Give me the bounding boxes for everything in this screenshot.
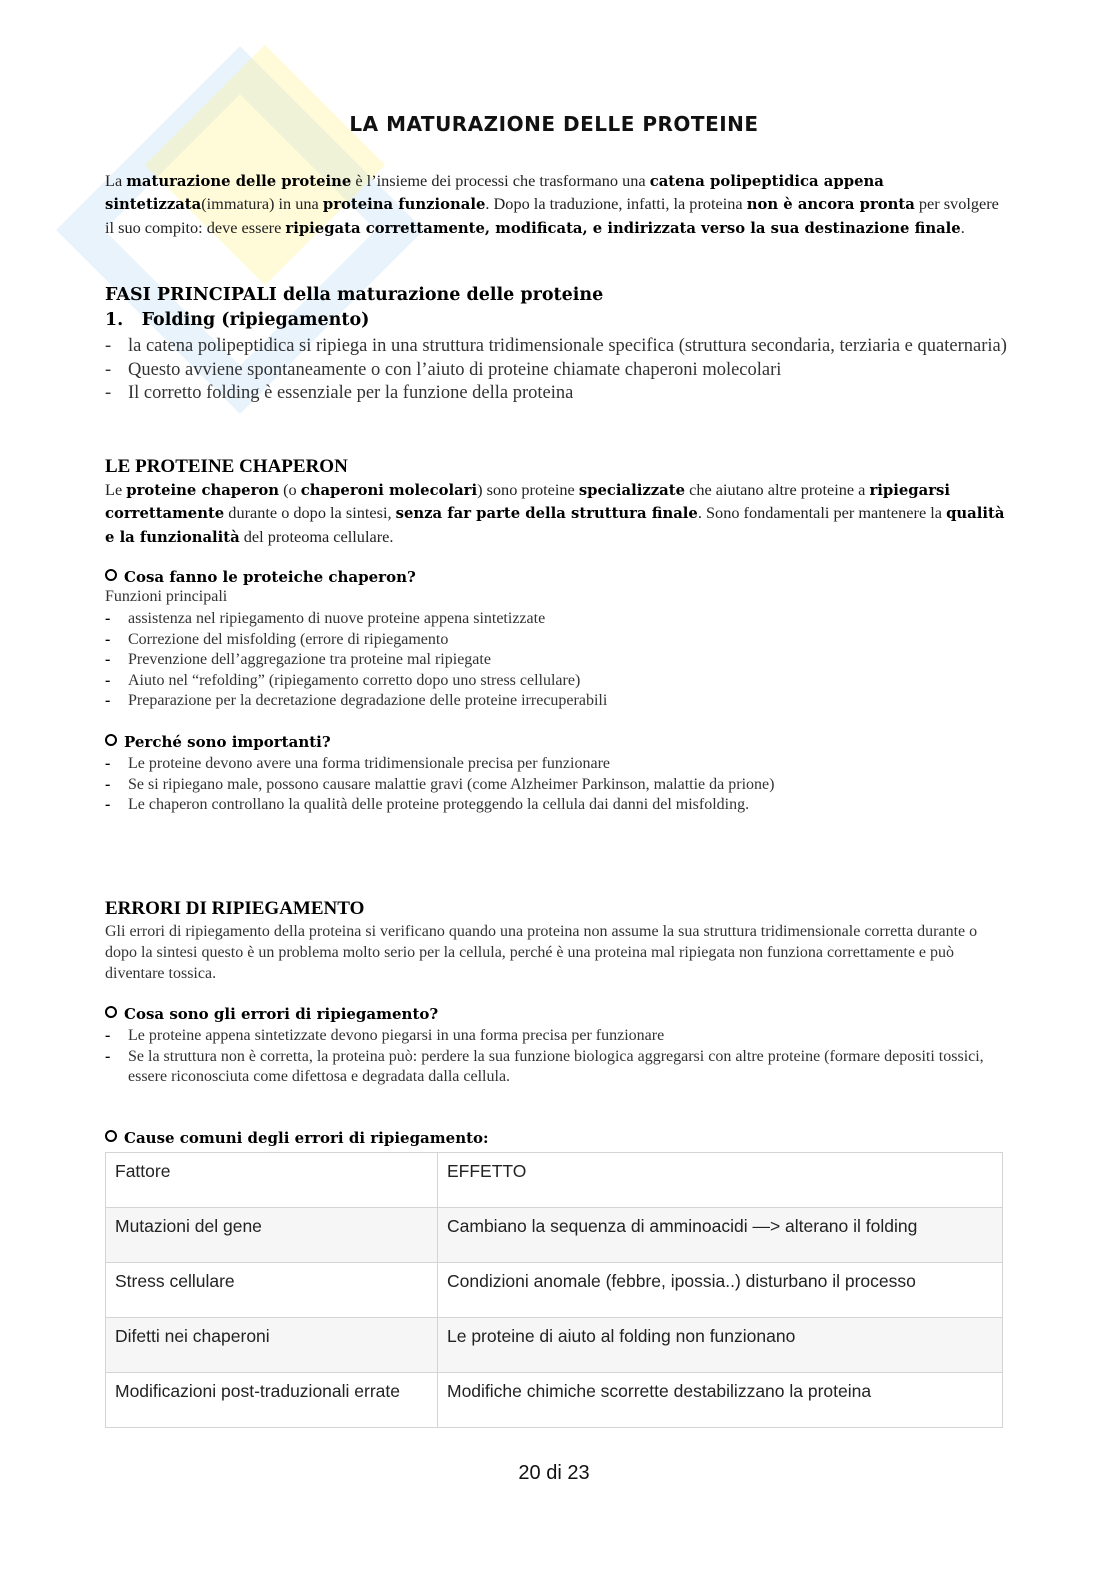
table-cell: Mutazioni del gene <box>106 1208 438 1263</box>
bold-text-run: non è ancora pronta <box>746 196 915 214</box>
text-run: durante o dopo la sintesi, <box>224 503 396 523</box>
list-item-text: Questo avviene spontaneamente o con l’aiuto di proteine chiamate chaperoni molecolari <box>128 359 782 380</box>
text-run: . Dopo la traduzione, infatti, la proteina <box>485 194 747 214</box>
list-item <box>105 1047 1005 1088</box>
text-run: che aiutano altre proteine a <box>685 480 870 499</box>
watermark-inner-square <box>145 45 385 285</box>
list-item <box>105 691 1025 712</box>
table-header-cell: Fattore <box>106 1153 438 1208</box>
bold-text-run: senza far parte della struttura finale <box>395 505 698 523</box>
text-run: ) sono proteine <box>477 480 579 499</box>
text-run: Le <box>105 480 127 499</box>
list-item <box>105 775 1025 796</box>
chaperon-q1-heading: Cosa fanno le proteiche chaperon? <box>105 568 416 586</box>
bold-text-run: proteine chaperon <box>126 482 279 499</box>
table-row <box>106 1318 1003 1373</box>
list-item <box>105 609 1025 630</box>
chaperon-q2-heading: Perché sono importanti? <box>105 733 331 751</box>
list-item-text: Le proteine appena sintetizzate devono piegarsi in una forma precisa per funzionare <box>128 1027 665 1044</box>
text-run: La <box>105 171 127 190</box>
funzioni-subtitle: Funzioni principali <box>105 588 228 605</box>
list-item-text: Prevenzione dell’aggregazione tra proteine mal ripiegate <box>128 651 491 668</box>
list-item <box>105 795 1025 816</box>
dash-bullet-icon: - <box>105 383 112 403</box>
errori-q1-heading: Cosa sono gli errori di ripiegamento? <box>105 1005 438 1023</box>
hollow-circle-bullet-icon <box>105 734 117 746</box>
table-row <box>106 1208 1003 1263</box>
dash-bullet-icon: - <box>105 336 112 356</box>
dash-bullet-icon: - <box>105 1047 111 1065</box>
text-run: per svolgere il suo compito: deve essere <box>105 194 999 237</box>
table-cell: Le proteine di aiuto al folding non funzionano <box>438 1318 1003 1373</box>
errori-bullet-list <box>105 1026 1005 1088</box>
errori-paragraph: Gli errori di ripiegamento della proteina si verificano quando una proteina non assume la sua struttura tridimensionale corretta durante o dopo la sintesi questo è un problema molto serio per la cellula, perché è una proteina mal ripiegata non funziona correttamente e può diventare tossica. <box>105 923 978 982</box>
dash-bullet-icon: - <box>105 796 111 813</box>
hollow-circle-bullet-icon <box>105 1006 117 1018</box>
list-item-text: la catena polipeptidica si ripiega in una struttura tridimensionale specifica (struttura secondaria, terziaria e quaternaria) <box>128 336 1007 356</box>
table-cell: Modificazioni post-traduzionali errate <box>106 1373 438 1428</box>
table-header-row <box>106 1153 1003 1208</box>
list-item-text: assistenza nel ripiegamento di nuove proteine appena sintetizzate <box>128 610 546 627</box>
page-number: 20 di 23 <box>518 1462 590 1484</box>
bold-text-run: ripiegata correttamente, modificata, e indirizzata verso la sua destinazione finale <box>285 219 961 237</box>
folding-bullet-list <box>105 335 1025 406</box>
dash-bullet-icon: - <box>105 755 111 772</box>
cause-table <box>105 1152 1003 1428</box>
list-item-text: Correzione del misfolding (errore di ripiegamento <box>128 630 449 648</box>
list-item <box>105 359 1025 383</box>
list-item <box>105 650 1025 671</box>
dash-bullet-icon: - <box>105 359 112 380</box>
table-row <box>106 1263 1003 1318</box>
list-item <box>105 671 1025 692</box>
list-item-text: Aiuto nel “refolding” (ripiegamento corretto dopo uno stress cellulare) <box>128 671 581 689</box>
step-number: 1. <box>105 310 124 330</box>
list-item-text: Se la struttura non è corretta, la proteina può: perdere la sua funzione biologica aggregarsi con altre proteine (formare depositi tossici, essere riconosciuta come difettosa e degradata dalla cellula. <box>128 1047 984 1085</box>
intro-paragraph <box>105 170 1005 240</box>
dash-bullet-icon: - <box>105 692 111 709</box>
dash-bullet-icon: - <box>105 671 111 689</box>
table-cell: Cambiano la sequenza di amminoacidi —> alterano il folding <box>438 1208 1003 1263</box>
table-cell: Condizioni anomale (febbre, ipossia..) disturbano il processo <box>438 1263 1003 1318</box>
chaperon-paragraph <box>105 479 1005 549</box>
errori-heading: ERRORI DI RIPIEGAMENTO <box>105 898 365 919</box>
table-header-cell: EFFETTO <box>438 1153 1003 1208</box>
dash-bullet-icon: - <box>105 775 111 793</box>
bold-text-run: qualità e la funzionalità <box>105 505 1005 546</box>
cause-heading: Cause comuni degli errori di ripiegamento: <box>105 1129 489 1147</box>
list-item-text: Se si ripiegano male, possono causare malattie gravi (come Alzheimer Parkinson, malattie da prione) <box>128 775 775 793</box>
table-row <box>106 1373 1003 1428</box>
text-run: è l’insieme dei processi che trasformano una <box>351 171 650 190</box>
list-item-text: Il corretto folding è essenziale per la funzione della proteina <box>128 383 574 403</box>
hollow-circle-bullet-icon <box>105 1130 117 1142</box>
table-cell: Difetti nei chaperoni <box>106 1318 438 1373</box>
text-run: . Sono fondamentali per mantenere la <box>697 503 947 523</box>
list-item-text: Le proteine devono avere una forma tridimensionale precisa per funzionare <box>128 755 611 772</box>
list-item <box>105 1026 1005 1047</box>
bold-text-run: proteina funzionale <box>322 196 486 214</box>
text-run: . <box>960 217 965 237</box>
bold-text-run: catena polipeptidica appena sintetizzata <box>105 173 884 214</box>
hollow-circle-bullet-icon <box>105 569 117 581</box>
page-title: LA MATURAZIONE DELLE PROTEINE <box>349 112 759 136</box>
dash-bullet-icon: - <box>105 1027 111 1044</box>
bold-text-run: chaperoni molecolari <box>300 482 478 499</box>
list-item-text: Preparazione per la decretazione degradazione delle proteine irrecuperabili <box>128 692 608 709</box>
list-item <box>105 754 1025 775</box>
bold-text-run: specializzate <box>578 482 686 499</box>
funzioni-bullet-list <box>105 609 1025 712</box>
step-title: Folding (ripiegamento) <box>141 310 370 330</box>
text-run: del proteoma cellulare. <box>239 526 394 546</box>
step-heading <box>105 310 369 330</box>
bold-text-run: maturazione delle proteine <box>126 173 352 190</box>
list-item <box>105 630 1025 651</box>
dash-bullet-icon: - <box>105 651 111 668</box>
dash-bullet-icon: - <box>105 630 111 648</box>
table-cell: Modifiche chimiche scorrette destabilizzano la proteina <box>438 1373 1003 1428</box>
list-item <box>105 382 1025 406</box>
fasi-heading: FASI PRINCIPALI della maturazione delle proteine <box>105 285 604 305</box>
bold-text-run: ripiegarsi correttamente <box>105 482 950 523</box>
list-item-text: Le chaperon controllano la qualità delle proteine proteggendo la cellula dai danni del misfolding. <box>128 796 750 813</box>
text-run: (o <box>279 480 301 499</box>
importanza-bullet-list <box>105 754 1025 816</box>
table-cell: Stress cellulare <box>106 1263 438 1318</box>
list-item <box>105 335 1025 359</box>
text-run: (immatura) in una <box>201 194 323 214</box>
chaperon-heading: LE PROTEINE CHAPERON <box>105 456 348 477</box>
dash-bullet-icon: - <box>105 610 111 627</box>
